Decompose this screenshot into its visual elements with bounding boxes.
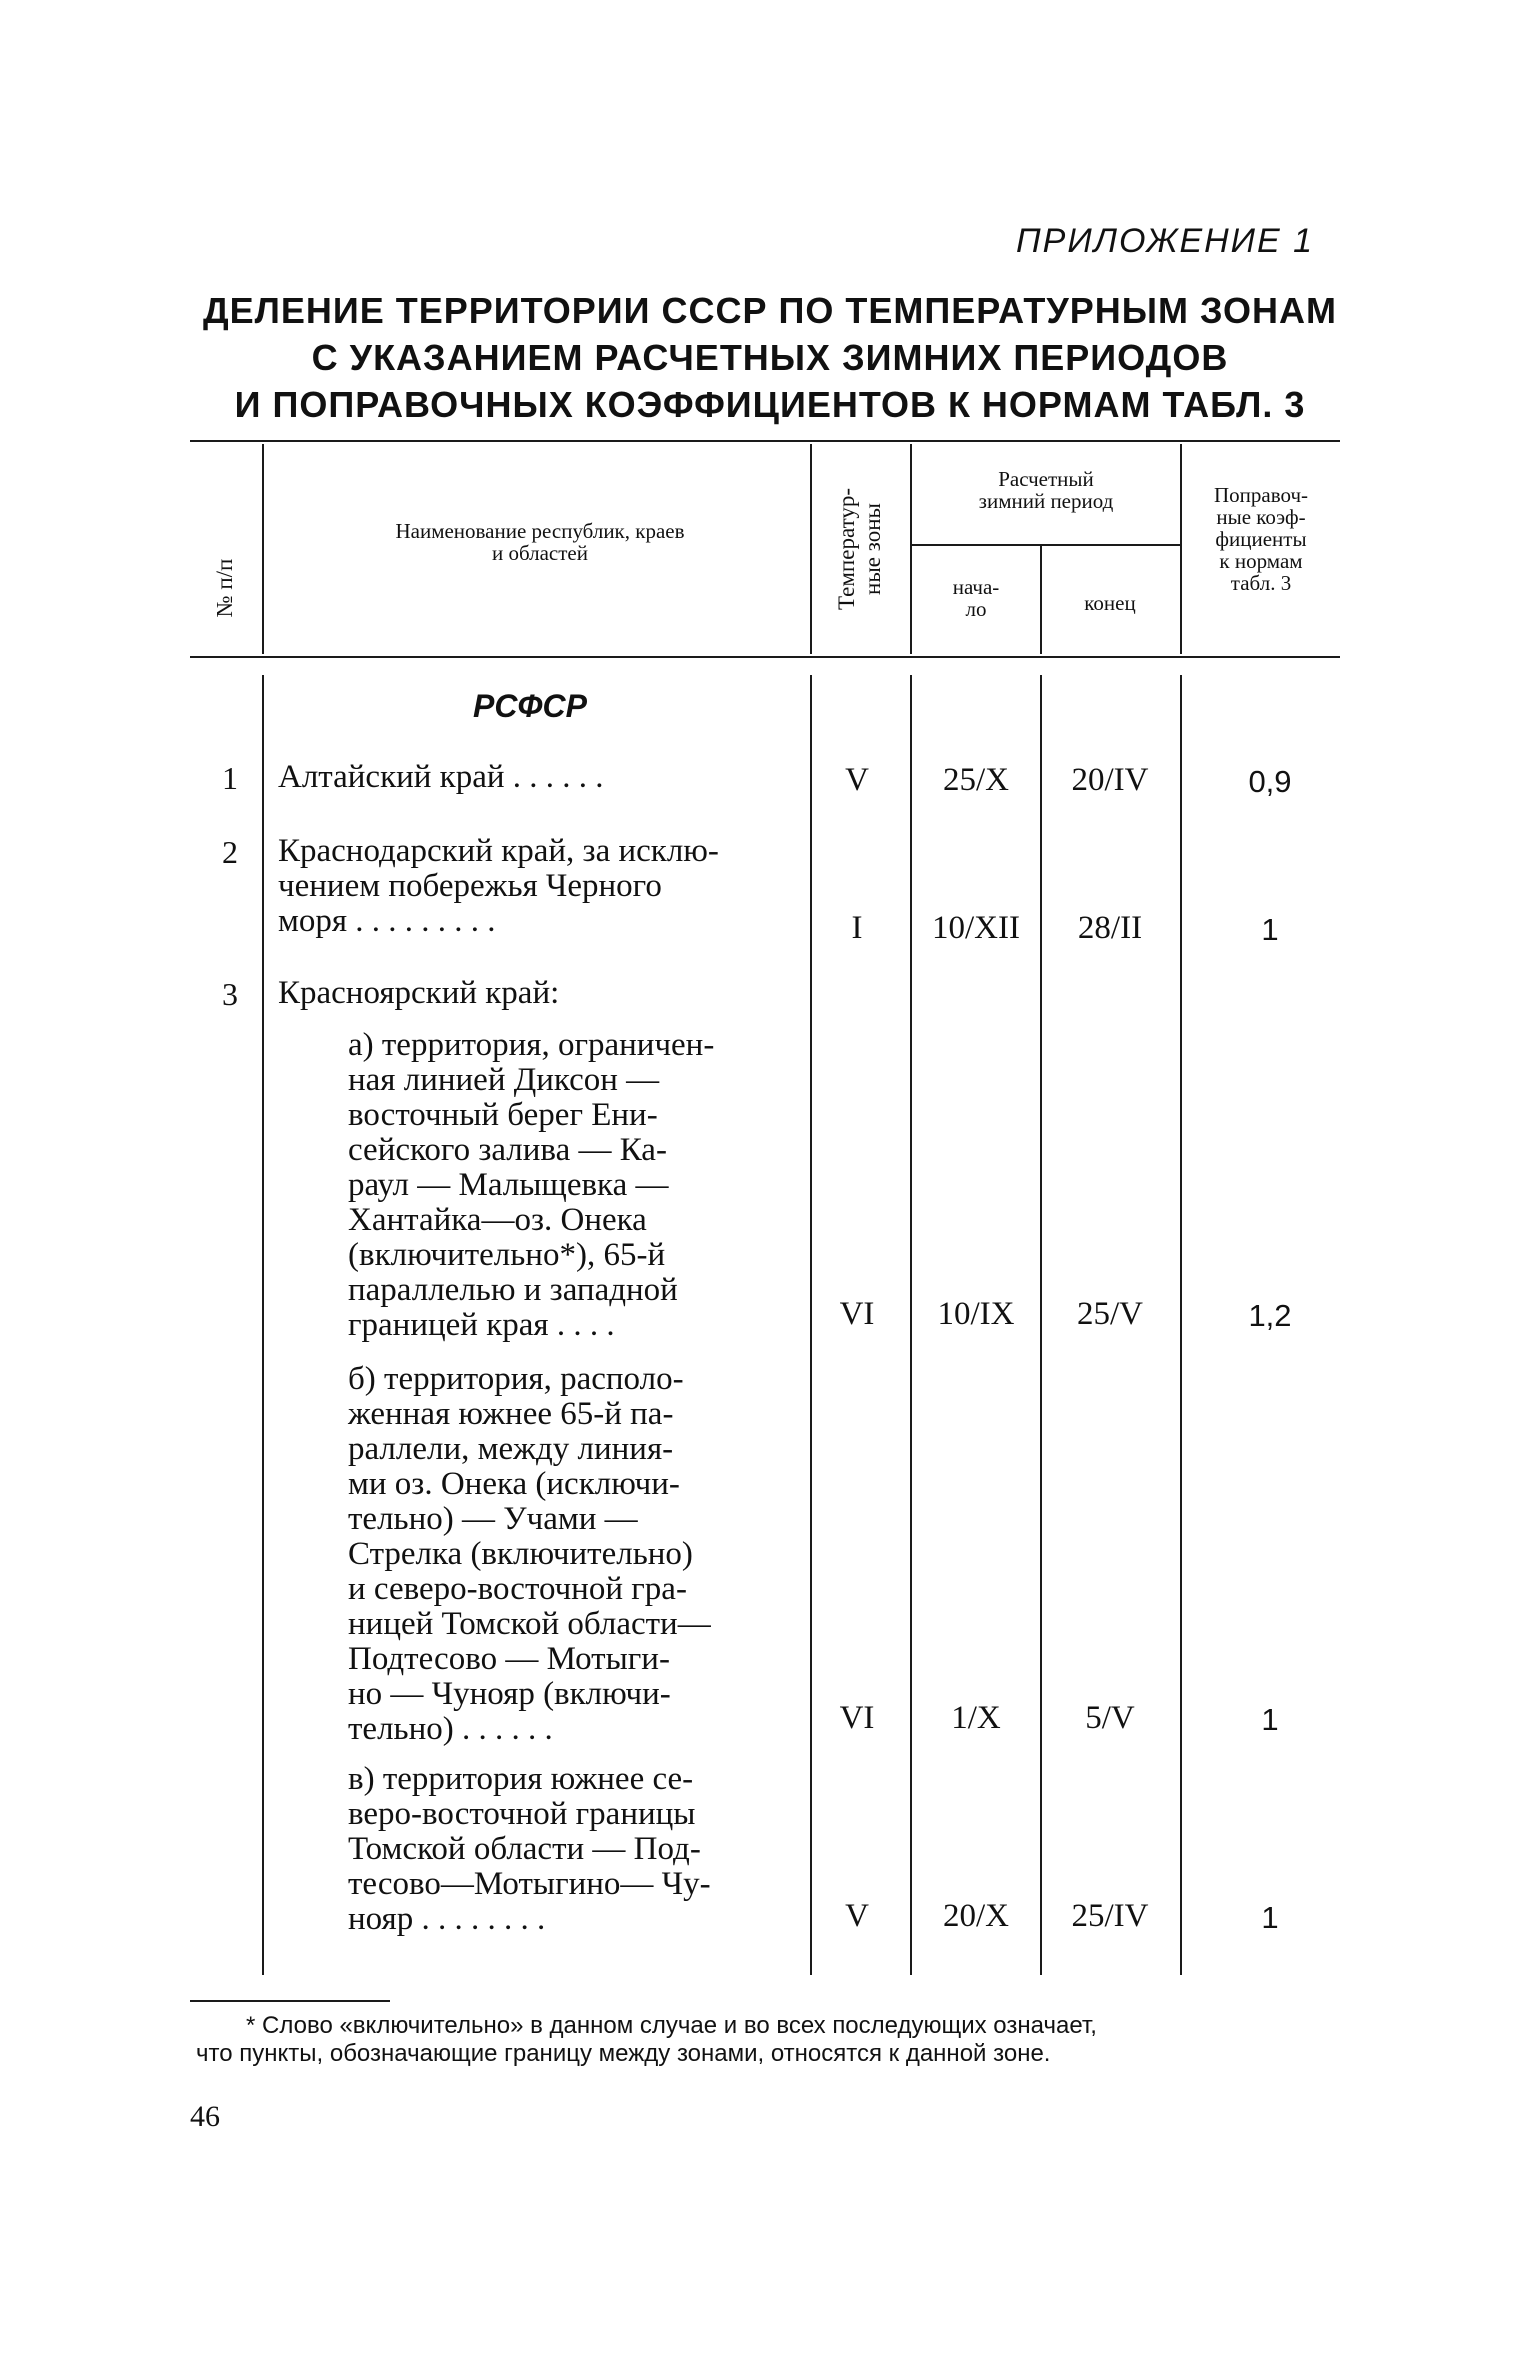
zone-cell: I: [851, 910, 863, 946]
column-divider-1: [262, 444, 264, 654]
subregion-a: а) территория, ограничен- ная линией Диксон — восточный берег Ени- сейского залива — Ка- раул — Малыщевка — Хантайка—оз. Онека (включительно*), 65-й параллелью и западной границей края . . . .: [348, 1027, 715, 1343]
coef-cell: 1: [1261, 912, 1279, 947]
start-cell: 10/XII: [932, 910, 1020, 946]
row-number: 1: [222, 760, 238, 796]
coef-cell: 0,9: [1248, 764, 1292, 799]
footnote-rule: [190, 2000, 390, 2002]
coef-cell: 1: [1261, 1702, 1279, 1737]
title-line-3: И ПОПРАВОЧНЫХ КОЭФФИЦИЕНТОВ К НОРМАМ ТАБЛ. 3: [234, 384, 1306, 425]
page-number: 46: [190, 2100, 220, 2133]
body-divider-1: [262, 675, 264, 1975]
header-period: Расчетный зимний период: [978, 467, 1114, 513]
subregion-b: б) территория, располо- женная южнее 65-й па- раллели, между линия- ми оз. Онека (исключи- тельно) — Учами — Стрелка (включительно) и северо-восточной гра- ницей Томской области— Подтесово — Мотыги- но — Чунояр (включи- тельно) . . . . . .: [348, 1361, 711, 1747]
row-number: 3: [222, 976, 238, 1012]
region-name: Красноярский край:: [278, 975, 560, 1011]
region-name: Алтайский край . . . . . .: [278, 759, 604, 795]
footnote: * Слово «включительно» в данном случае и во всех последующих означает, что пункты, обозначающие границу между зонами, относятся к данной зоне.: [196, 2012, 1097, 2067]
period-subheader-rule: [912, 544, 1180, 546]
zone-cell: VI: [839, 1296, 875, 1332]
coef-cell: 1,2: [1248, 1298, 1292, 1333]
section-title: РСФСР: [473, 688, 587, 724]
table-top-rule: [190, 440, 1340, 442]
coef-cell: 1: [1261, 1900, 1279, 1935]
start-cell: 20/X: [943, 1898, 1009, 1934]
zone-cell: V: [845, 1898, 869, 1934]
title-line-2: С УКАЗАНИЕМ РАСЧЕТНЫХ ЗИМНИХ ПЕРИОДОВ: [311, 337, 1229, 378]
row-number: 2: [222, 834, 238, 870]
region-name: Краснодарский край, за исклю- чением побережья Черного моря . . . . . . . . .: [278, 833, 719, 939]
header-number: № п/п: [212, 558, 237, 618]
subregion-c: в) территория южнее се- веро-восточной границы Томской области — Под- тесово—Мотыгино— Чу- нояр . . . . . . . .: [348, 1761, 711, 1937]
start-cell: 1/X: [951, 1700, 1001, 1736]
column-divider-2: [810, 444, 812, 654]
zone-cell: V: [845, 762, 869, 798]
table-header-rule: [190, 656, 1340, 658]
end-cell: 28/II: [1077, 910, 1143, 946]
start-cell: 10/IX: [937, 1296, 1015, 1332]
header-zone: Температур- ные зоны: [834, 488, 885, 610]
start-cell: 25/X: [943, 762, 1009, 798]
appendix-label: ПРИЛОЖЕНИЕ 1: [1016, 222, 1315, 260]
title-line-1: ДЕЛЕНИЕ ТЕРРИТОРИИ СССР ПО ТЕМПЕРАТУРНЫМ ЗОНАМ: [202, 290, 1338, 331]
end-cell: 5/V: [1085, 1700, 1135, 1736]
header-start: нача- ло: [952, 575, 1000, 621]
header-name: Наименование республик, краев и областей: [395, 519, 685, 565]
zone-cell: VI: [839, 1700, 875, 1736]
header-end: конец: [1084, 591, 1136, 615]
end-cell: 20/IV: [1071, 762, 1149, 798]
end-cell: 25/V: [1077, 1296, 1143, 1332]
end-cell: 25/IV: [1071, 1898, 1149, 1934]
header-coef: Поправоч- ные коэф- фициенты к нормам табл. 3: [1213, 483, 1308, 595]
